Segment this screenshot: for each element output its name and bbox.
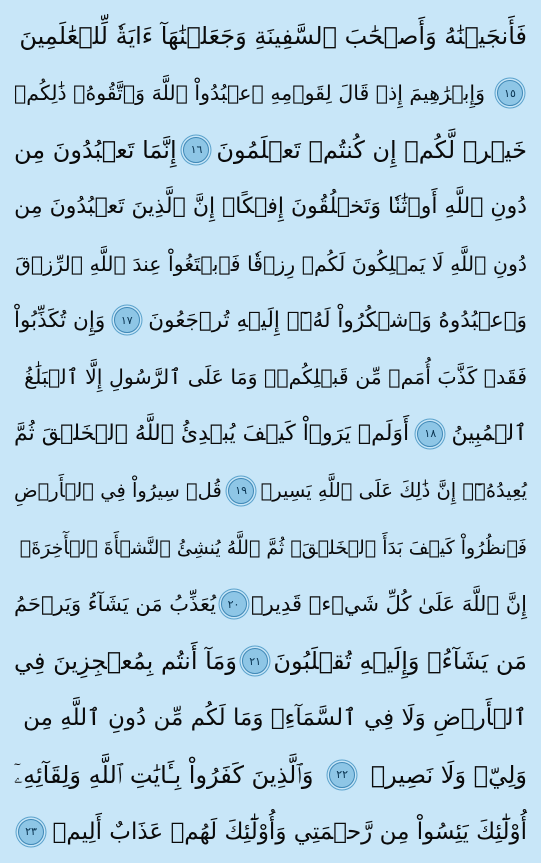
verse-text: ٱلۡأَرۡضِ وَلَا فِي ٱلسَّمَآءِۖ وَمَا لَكُم مِّن دُونِ ٱللَّهِ مِن	[23, 704, 527, 731]
text-line	[14, 462, 527, 519]
ayah-number-marker: ٢١	[242, 648, 268, 674]
verse-text: أَوَلَمۡ يَرَوۡاْ كَيۡفَ يُبۡدِئُ ٱللَّهُ ٱلۡخَلۡقَ ثُمَّ	[14, 421, 410, 447]
text-line	[14, 519, 527, 576]
verse-text: يُعَذِّبُ مَن يَشَآءُ وَيَرۡحَمُ	[14, 592, 217, 617]
text-line	[14, 803, 527, 860]
verse-text: فَٱنظُرُواْ كَيۡفَ بَدَأَ ٱلۡخَلۡقَۚ ثُمَّ ٱللَّهُ يُنشِئُ ٱلنَّشۡأَةَ ٱلۡأٓخِرَةَۚ	[19, 536, 527, 559]
verse-text: وَٱعۡبُدُوهُ وَٱشۡكُرُواْ لَهُۥٓۖ إِلَيۡهِ تُرۡجَعُونَ	[148, 307, 527, 333]
verse-text: وَإِبۡرَٰهِيمَ إِذۡ قَالَ لِقَوۡمِهِ ٱعۡبُدُواْ ٱللَّهَ وَٱتَّقُوهُۖ ذَٰلِكُمۡ	[14, 81, 485, 106]
text-line	[14, 633, 527, 690]
verse-text: فَأَنجَيۡنَٰهُ وَأَصۡحَٰبَ ٱلسَّفِينَةِ وَجَعَلۡنَٰهَآ ءَايَةٗ لِّلۡعَٰلَمِينَ	[19, 22, 527, 51]
text-line	[14, 235, 527, 292]
verse-text: أُوْلَٰٓئِكَ يَئِسُواْ مِن رَّحۡمَتِي وَأُوْلَٰٓئِكَ لَهُمۡ عَذَابٌ أَلِيمٞ	[52, 818, 527, 845]
text-line	[14, 690, 527, 747]
ayah-number-marker: ١٧	[114, 307, 140, 333]
verse-text: خَيۡرٞ لَّكُمۡ إِن كُنتُمۡ تَعۡلَمُونَ	[216, 135, 527, 164]
ayah-number-marker: ١٥	[497, 80, 523, 106]
text-line	[14, 122, 527, 179]
verse-text: قُلۡ سِيرُواْ فِي ٱلۡأَرۡضِ	[14, 479, 222, 503]
verse-text: وَلِيّٖ وَلَا نَصِيرٖ	[370, 760, 527, 789]
text-line	[14, 65, 527, 122]
verse-text: يُعِيدُهُۥٓۚ إِنَّ ذَٰلِكَ عَلَى ٱللَّهِ يَسِيرٞ	[260, 479, 527, 503]
text-line	[14, 292, 527, 349]
text-line	[14, 178, 527, 235]
verse-text: وَإِن تُكَذِّبُواْ	[14, 307, 106, 333]
text-line	[14, 349, 527, 406]
ayah-number-marker: ١٩	[228, 478, 254, 504]
text-line	[14, 8, 527, 65]
verse-text: دُونِ ٱللَّهِ لَا يَمۡلِكُونَ لَكُمۡ رِزۡقٗا فَٱبۡتَغُواْ عِندَ ٱللَّهِ ٱلرِّزۡقَ	[15, 251, 527, 276]
verse-text: مَن يَشَآءُۖ وَإِلَيۡهِ تُقۡلَبُونَ	[273, 647, 527, 676]
verse-text: ٱلۡمُبِينُ	[451, 421, 527, 447]
verse-text: إِنَّ ٱللَّهَ عَلَىٰ كُلِّ شَيۡءٖ قَدِيرٞ	[250, 592, 527, 617]
verse-text: دُونِ ٱللَّهِ أَوۡثَٰنٗا وَتَخۡلُقُونَ إِفۡكًاۚ إِنَّ ٱلَّذِينَ تَعۡبُدُونَ مِن	[14, 194, 527, 220]
verse-text: وَٱلَّذِينَ كَفَرُواْ بِـَٔايَٰتِ ٱللَّهِ وَلِقَآئِهِۦٓ	[14, 760, 314, 789]
verse-text: إِنَّمَا تَعۡبُدُونَ مِن	[14, 135, 177, 164]
text-line	[14, 406, 527, 463]
ayah-number-marker: ٢٢	[329, 762, 355, 788]
text-line	[14, 576, 527, 633]
verse-text: فَقَدۡ كَذَّبَ أُمَمٞ مِّن قَبۡلِكُمۡۖ وَمَا عَلَى ٱلرَّسُولِ إِلَّا ٱلۡبَلَٰغُ	[24, 365, 527, 390]
ayah-number-marker: ٢٠	[221, 591, 247, 617]
ayah-number-marker: ١٨	[417, 421, 443, 447]
verse-text: وَمَآ أَنتُم بِمُعۡجِزِينَ فِي	[14, 647, 237, 676]
ayah-number-marker: ١٦	[183, 137, 209, 163]
ayah-number-marker: ٢٣	[18, 819, 44, 845]
text-line	[14, 746, 527, 803]
